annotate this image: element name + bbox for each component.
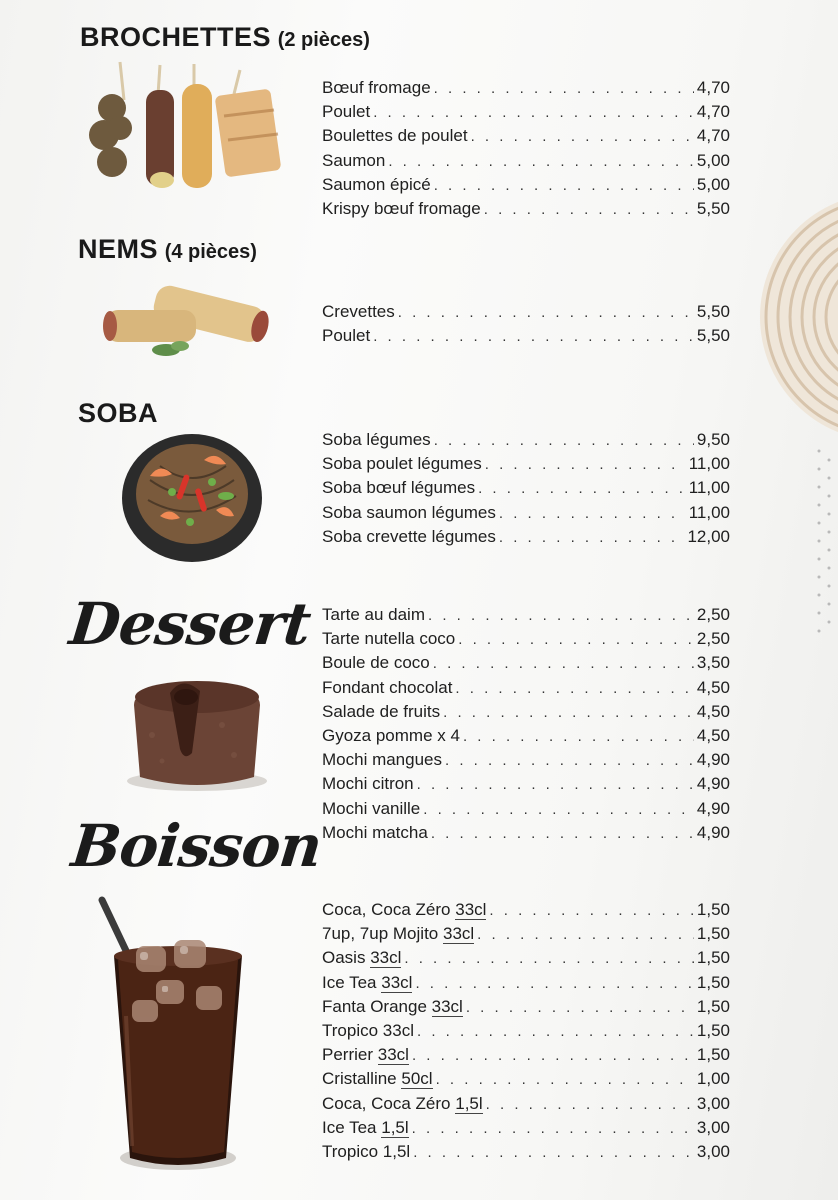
menu-item <box>322 726 730 750</box>
item-price: 3,50 <box>696 653 730 673</box>
dot-leader <box>413 1144 694 1161</box>
item-name: Boulettes de poulet <box>322 126 468 146</box>
item-price: 1,50 <box>696 948 730 968</box>
item-price: 5,50 <box>696 326 730 346</box>
dot-leader <box>428 607 694 624</box>
drink-name: Coca, Coca Zéro <box>322 900 451 919</box>
dot-leader <box>486 1096 694 1113</box>
dot-leader <box>434 432 694 449</box>
item-price: 11,00 <box>688 454 730 474</box>
dot-leader <box>434 80 694 97</box>
item-price: 3,00 <box>696 1117 730 1137</box>
drink-name: 7up, 7up Mojito <box>322 924 439 944</box>
item-name: Gyoza pomme x 4 <box>322 725 460 745</box>
item-name <box>322 1021 414 1041</box>
skewers-photo <box>82 60 297 195</box>
item-price: 5,00 <box>696 150 730 170</box>
item-name <box>322 1142 410 1162</box>
menu-item <box>322 102 730 126</box>
dessert-menu-list <box>322 605 730 847</box>
brochettes-menu-list <box>322 78 730 223</box>
item-name: Saumon <box>322 150 386 170</box>
item-name <box>322 900 486 920</box>
drink-name: Oasis <box>322 948 366 968</box>
drink-size: 1,5l <box>381 1117 409 1137</box>
item-price: 1,00 <box>696 1069 730 1089</box>
menu-item <box>322 503 730 527</box>
section-title-brochettes <box>80 22 370 53</box>
soba-menu-list <box>322 430 730 551</box>
item-price: 2,50 <box>696 629 730 649</box>
dot-leader <box>466 999 694 1016</box>
dot-leader <box>485 456 686 473</box>
item-name <box>322 1045 409 1065</box>
menu-item <box>322 823 730 847</box>
item-name: Tarte au daim <box>322 605 425 624</box>
item-name: Boule de coco <box>322 653 430 673</box>
item-price: 1,50 <box>696 924 730 944</box>
item-name <box>322 1118 409 1138</box>
menu-item <box>322 900 730 924</box>
drink-name: Tropico <box>322 1020 379 1040</box>
drink-size: 50cl <box>401 1069 433 1089</box>
menu-item <box>322 1118 730 1142</box>
dot-leader <box>423 801 694 818</box>
item-name <box>322 948 401 968</box>
drink-name: Tropico <box>322 1141 379 1161</box>
menu-item <box>322 1069 730 1093</box>
dot-leader <box>499 529 685 546</box>
item-price: 3,00 <box>696 1093 730 1113</box>
item-name: Saumon épicé <box>322 174 431 194</box>
dot-leader <box>434 177 694 194</box>
item-name: Mochi vanille <box>322 798 421 818</box>
dot-leader <box>489 902 693 919</box>
dot-leader <box>478 480 686 497</box>
menu-item <box>322 678 730 702</box>
item-name: Tarte nutella coco <box>322 629 456 649</box>
item-price: 4,90 <box>696 774 730 794</box>
lava-cake-photo <box>122 665 272 795</box>
concentric-arcs-decoration <box>754 192 838 442</box>
dot-leader <box>388 153 694 170</box>
dot-leader <box>477 926 694 943</box>
menu-item <box>322 78 730 102</box>
dot-leader <box>417 1023 694 1040</box>
item-price: 11,00 <box>688 502 730 522</box>
item-name: Krispy bœuf fromage <box>322 198 481 218</box>
brochettes-subtitle: (2 pièces) <box>277 29 370 51</box>
dot-leader <box>398 304 694 321</box>
section-title-soba <box>78 398 158 429</box>
item-name <box>322 924 474 944</box>
item-price: 3,00 <box>696 1141 730 1161</box>
item-price: 11,00 <box>688 478 730 498</box>
drink-name: Cristalline <box>322 1069 397 1089</box>
drink-name: Coca, Coca Zéro <box>322 1093 451 1113</box>
item-price: 5,00 <box>696 174 730 194</box>
item-price: 1,50 <box>696 1045 730 1065</box>
dotted-column-decoration <box>815 445 835 645</box>
menu-item <box>322 997 730 1021</box>
drink-size: 33cl <box>442 924 475 944</box>
item-name <box>322 997 463 1017</box>
item-name: Bœuf fromage <box>322 78 431 97</box>
dot-leader <box>404 950 694 967</box>
item-price: 2,50 <box>696 605 730 624</box>
menu-item <box>322 948 730 972</box>
drink-size: 33cl <box>377 1045 409 1065</box>
item-name: Poulet <box>322 326 371 346</box>
dot-leader <box>471 128 694 145</box>
item-name: Mochi mangues <box>322 750 443 770</box>
soba-title: SOBA <box>78 398 159 428</box>
noodle-bowl-photo <box>120 430 265 562</box>
drink-size: 33cl <box>431 996 463 1016</box>
section-title-boisson: Boisson <box>68 812 325 880</box>
dot-leader <box>417 776 694 793</box>
item-name: Soba bœuf légumes <box>322 478 476 498</box>
menu-item <box>322 454 730 478</box>
item-name: Soba saumon légumes <box>322 502 496 522</box>
drink-name: Perrier <box>322 1045 374 1065</box>
drink-name: Fanta Orange <box>322 996 427 1016</box>
dot-leader <box>484 201 694 218</box>
menu-item <box>322 126 730 150</box>
drink-size: 33cl <box>382 1020 414 1040</box>
item-name <box>322 1094 483 1114</box>
menu-item <box>322 774 730 798</box>
item-name: Fondant chocolat <box>322 677 453 697</box>
menu-item <box>322 750 730 774</box>
nems-menu-list <box>322 302 730 350</box>
section-title-nems <box>78 234 257 265</box>
item-price: 4,50 <box>696 701 730 721</box>
drink-size: 1,5l <box>382 1141 411 1161</box>
menu-item <box>322 1021 730 1045</box>
menu-item <box>322 1142 730 1166</box>
item-name: Soba légumes <box>322 430 431 449</box>
menu-item <box>322 175 730 199</box>
brochettes-title: BROCHETTES <box>80 22 272 52</box>
item-price: 9,50 <box>696 430 730 449</box>
item-price: 5,50 <box>696 302 730 321</box>
dot-leader <box>433 655 694 672</box>
dot-leader <box>431 825 694 842</box>
dot-leader <box>499 505 686 522</box>
dot-leader <box>463 728 694 745</box>
menu-item <box>322 326 730 350</box>
item-price: 1,50 <box>696 972 730 992</box>
menu-item <box>322 199 730 223</box>
item-price: 1,50 <box>696 1020 730 1040</box>
dot-leader <box>455 680 693 697</box>
item-name <box>322 1069 433 1089</box>
dot-leader <box>436 1071 694 1088</box>
item-price: 1,50 <box>696 996 730 1016</box>
item-price: 4,90 <box>696 822 730 842</box>
item-price: 4,50 <box>696 677 730 697</box>
item-price: 1,50 <box>696 900 730 919</box>
drink-size: 33cl <box>381 972 413 992</box>
item-name: Mochi matcha <box>322 822 428 842</box>
item-name: Crevettes <box>322 302 395 321</box>
item-name <box>322 973 412 993</box>
nems-title: NEMS <box>78 234 159 264</box>
drink-size: 1,5l <box>455 1093 483 1113</box>
menu-item <box>322 527 730 551</box>
menu-item <box>322 702 730 726</box>
drink-size: 33cl <box>370 948 402 968</box>
dot-leader <box>458 631 694 648</box>
menu-item <box>322 302 730 326</box>
drink-name: Ice Tea <box>322 1117 377 1137</box>
menu-item <box>322 605 730 629</box>
item-name: Mochi citron <box>322 774 414 794</box>
item-name: Poulet <box>322 102 371 122</box>
dot-leader <box>373 328 694 345</box>
item-price: 4,70 <box>696 78 730 97</box>
menu-item <box>322 430 730 454</box>
dot-leader <box>412 1120 694 1137</box>
item-price: 5,50 <box>696 198 730 218</box>
item-price: 4,90 <box>696 798 730 818</box>
boisson-menu-list <box>322 900 730 1166</box>
menu-item <box>322 1045 730 1069</box>
item-price: 4,70 <box>696 102 730 122</box>
menu-item <box>322 653 730 677</box>
cola-glass-photo <box>96 896 256 1176</box>
item-price: 4,70 <box>696 126 730 146</box>
menu-item <box>322 478 730 502</box>
dot-leader <box>445 752 694 769</box>
dot-leader <box>415 975 693 992</box>
dot-leader <box>412 1047 694 1064</box>
menu-item <box>322 924 730 948</box>
drink-name: Ice Tea <box>322 972 377 992</box>
menu-item <box>322 629 730 653</box>
menu-item <box>322 973 730 997</box>
nems-subtitle: (4 pièces) <box>164 241 257 263</box>
item-price: 4,90 <box>696 750 730 770</box>
item-price: 4,50 <box>696 725 730 745</box>
menu-item <box>322 799 730 823</box>
drink-size: 33cl <box>455 900 487 919</box>
section-title-dessert: Dessert <box>66 590 314 658</box>
dot-leader <box>373 104 694 121</box>
item-name: Salade de fruits <box>322 701 441 721</box>
spring-rolls-photo <box>100 272 270 362</box>
dot-leader <box>443 704 694 721</box>
item-name: Soba poulet légumes <box>322 454 482 474</box>
item-name: Soba crevette légumes <box>322 526 496 546</box>
menu-item <box>322 151 730 175</box>
menu-item <box>322 1094 730 1118</box>
item-price: 12,00 <box>687 526 730 546</box>
